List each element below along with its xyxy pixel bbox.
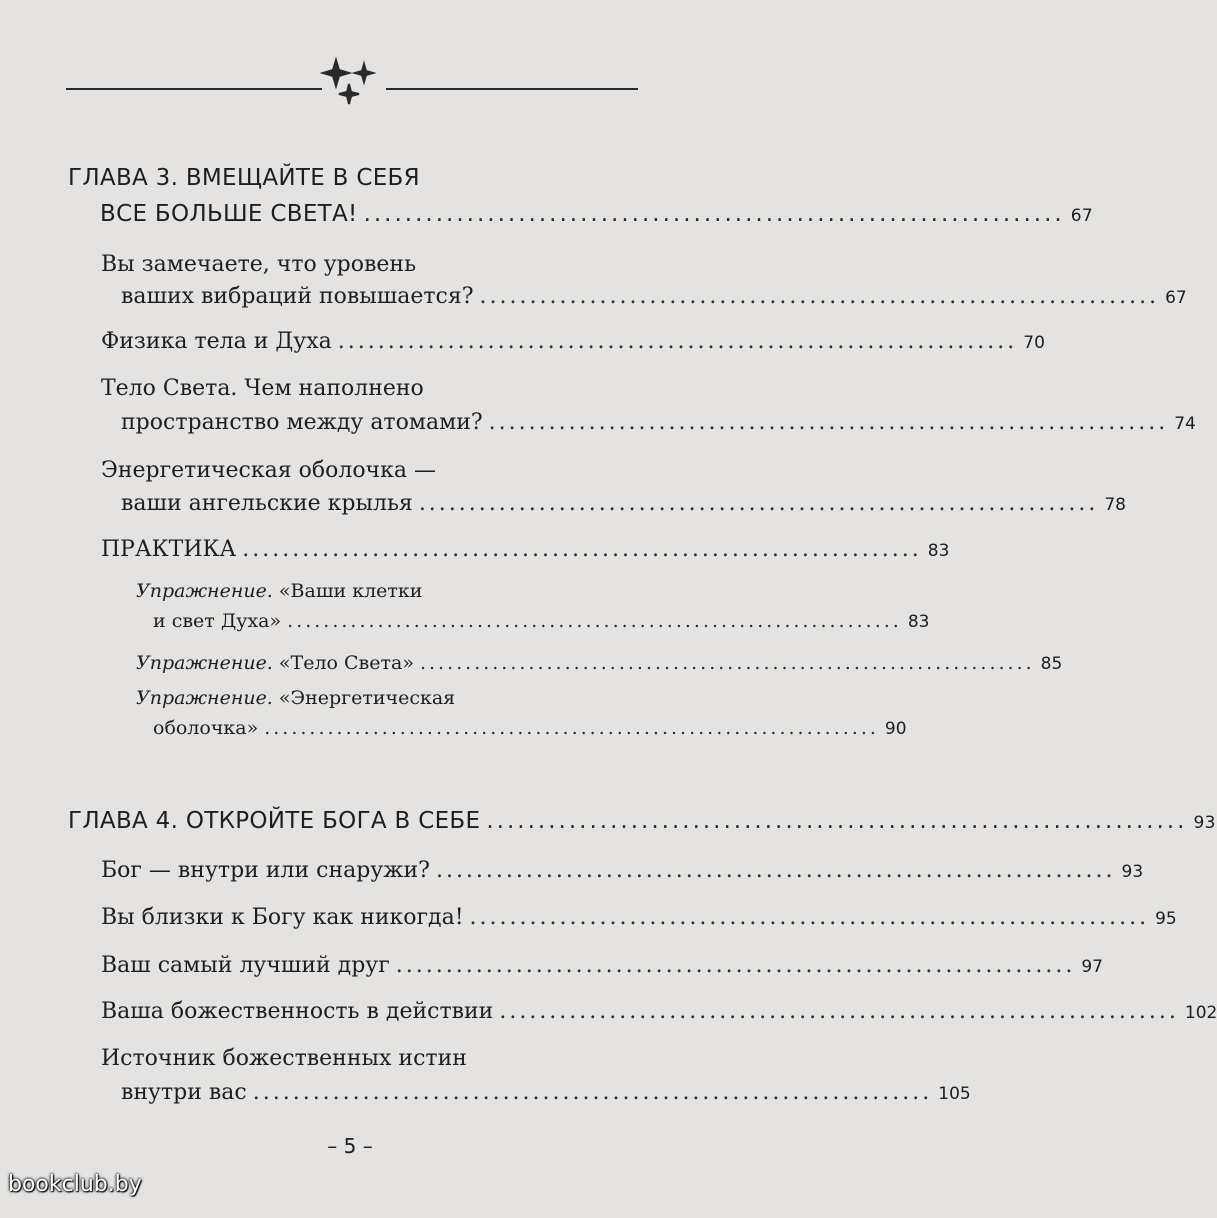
toc-item-line1: Источник божественных истин [101, 1046, 467, 1071]
page-ref: 93 [1193, 813, 1216, 833]
exercise-label: Упражнение. [136, 652, 273, 674]
dot-leader: .................................................................... [363, 201, 1065, 227]
page-ref: 105 [938, 1084, 971, 1104]
chapter-4-title: ГЛАВА 4. ОТКРОЙТЕ БОГА В СЕБЕ [68, 808, 481, 834]
dot-leader: .................................................................... [479, 284, 1160, 309]
toc-item-line1: Вы замечаете, что уровень [101, 252, 417, 277]
toc-item-label: Ваш самый лучший друг [101, 953, 390, 978]
dot-leader: .................................................................... [264, 717, 879, 739]
exercise-label: Упражнение. [136, 687, 273, 709]
toc-row[interactable] [101, 327, 1045, 358]
exercise-label: Упражнение. [136, 580, 273, 602]
toc-row-exercise[interactable] [136, 648, 1063, 679]
toc-item-line1: Энергетическая оболочка — [101, 458, 436, 483]
toc-row-exercise[interactable] [153, 606, 930, 637]
dot-leader: .................................................................... [419, 652, 1035, 674]
dot-leader: .................................................................... [499, 999, 1179, 1024]
page-ref: 67 [1165, 288, 1187, 308]
toc-row-chapter-4[interactable] [68, 806, 1216, 838]
toc-row[interactable] [101, 997, 1217, 1028]
ornament-line-left [66, 88, 322, 90]
toc-item-line2: внутри вас [121, 1080, 247, 1105]
chapter-3-title-line2: ВСЕ БОЛЬШЕ СВЕТА! [100, 201, 358, 227]
toc-row-practice[interactable] [101, 535, 950, 566]
page-ref: 90 [884, 719, 907, 739]
exercise-line1 [136, 576, 422, 606]
dot-leader: .................................................................... [337, 329, 1018, 354]
exercise-title: «Тело Света» [278, 652, 414, 674]
page-ref: 67 [1070, 206, 1093, 226]
toc-row[interactable] [121, 489, 1126, 520]
toc-row[interactable] [121, 1078, 971, 1109]
page-ref: 97 [1081, 957, 1103, 977]
dot-leader: .................................................................... [469, 905, 1150, 930]
exercise-line2: оболочка» [153, 717, 259, 739]
toc-row[interactable] [121, 282, 1187, 313]
toc-row[interactable] [101, 856, 1144, 887]
toc-row[interactable] [121, 408, 1196, 439]
practice-heading: ПРАКТИКА [101, 537, 237, 562]
dot-leader: .................................................................... [395, 953, 1076, 978]
page-ref: 83 [927, 541, 950, 561]
toc-row-chapter-3[interactable] [100, 199, 1093, 231]
page-ref: 78 [1104, 495, 1126, 515]
toc-item-label: Вы близки к Богу как никогда! [101, 905, 464, 930]
exercise-line2: и свет Духа» [153, 610, 282, 632]
toc-item-label: Ваша божественность в действии [101, 999, 494, 1024]
toc-row-exercise[interactable] [153, 713, 907, 744]
toc-item-label: Физика тела и Духа [101, 329, 332, 354]
page-ref: 95 [1155, 909, 1177, 929]
page-ref: 85 [1040, 654, 1063, 674]
ornament-line-right [386, 88, 638, 90]
dot-leader: .................................................................... [435, 858, 1116, 883]
dot-leader: .................................................................... [252, 1080, 933, 1105]
exercise-line1 [136, 683, 455, 713]
exercise-line1 [136, 648, 414, 678]
page-ref: 93 [1121, 862, 1144, 882]
dot-leader: .................................................................... [488, 410, 1169, 435]
stars-ornament-icon [320, 50, 390, 110]
toc-item-label: Бог — внутри или снаружи? [101, 858, 430, 883]
toc-item-line2: пространство между атомами? [121, 410, 483, 435]
dot-leader: .................................................................... [242, 537, 922, 562]
toc-row[interactable] [101, 903, 1177, 934]
toc-item-line2: ваших вибраций повышается? [121, 284, 474, 309]
page-ref: 83 [907, 612, 930, 632]
page-ref: 70 [1023, 333, 1045, 353]
dot-leader: .................................................................... [418, 491, 1099, 516]
page-number: – 5 – [327, 1134, 373, 1158]
dot-leader: .................................................................... [287, 610, 902, 632]
chapter-3-title-line1: ГЛАВА 3. ВМЕЩАЙТЕ В СЕБЯ [68, 165, 420, 191]
dot-leader: .................................................................... [486, 808, 1188, 834]
exercise-title: «Ваши клетки [278, 580, 423, 602]
toc-row[interactable] [101, 951, 1103, 982]
page-ref: 102 [1184, 1003, 1217, 1023]
toc-item-line1: Тело Света. Чем наполнено [101, 376, 424, 401]
toc-item-line2: ваши ангельские крылья [121, 491, 413, 516]
site-watermark: bookclub.by [8, 1172, 142, 1197]
exercise-title: «Энергетическая [278, 687, 456, 709]
page-ref: 74 [1174, 414, 1196, 434]
